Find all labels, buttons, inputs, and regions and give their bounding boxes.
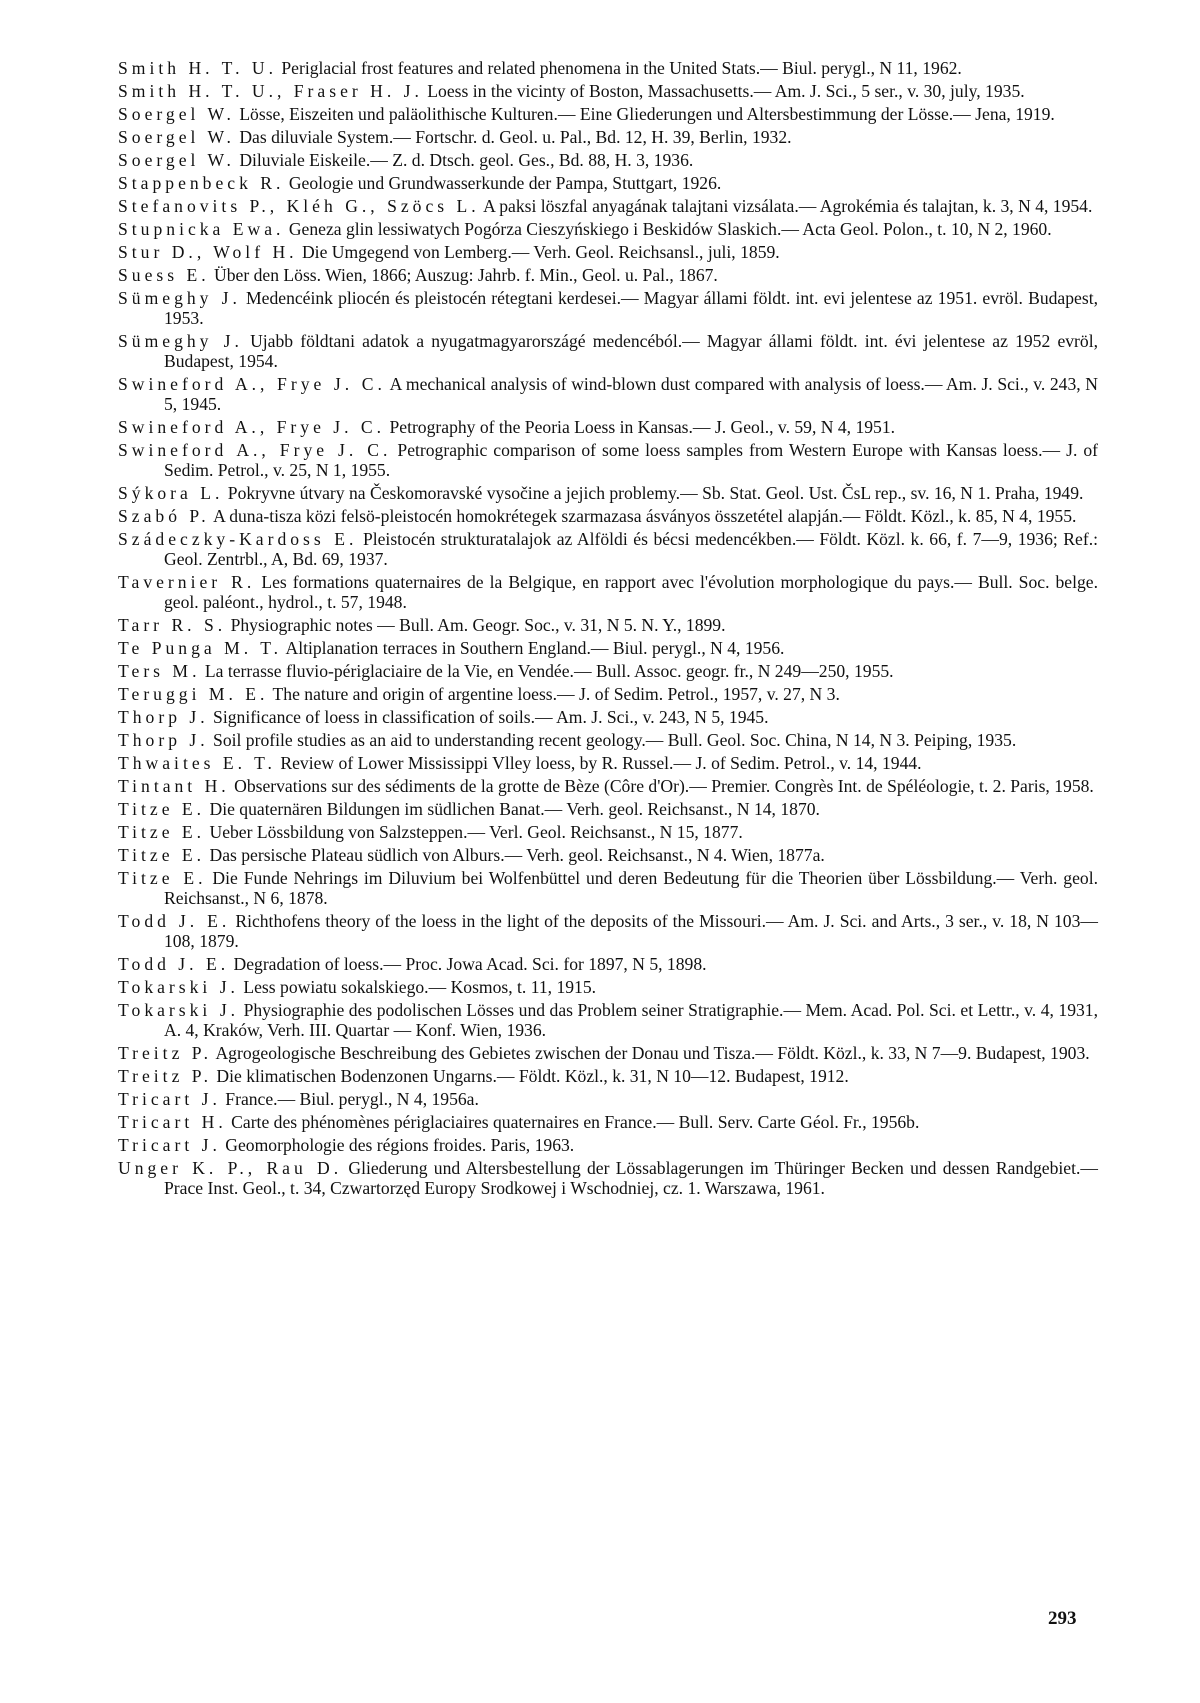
bibliography-entry	[118, 242, 1098, 262]
bibliography-entry	[118, 730, 1098, 750]
entry-text: Ueber Lössbildung von Salzsteppen.— Verl. Geol. Reichsanst., N 15, 1877.	[209, 822, 743, 842]
entry-author: Soergel W.	[118, 104, 235, 124]
entry-author: Treitz P.	[118, 1043, 213, 1063]
bibliography-entry	[118, 954, 1098, 974]
entry-author: Sümeghy J.	[118, 288, 241, 308]
entry-author: Te Punga M. T.	[118, 638, 283, 658]
bibliography-entry	[118, 1066, 1098, 1086]
entry-text: Altiplanation terraces in Southern England.— Biul. perygl., N 4, 1956.	[285, 638, 785, 658]
entry-text: Die klimatischen Bodenzonen Ungarns.— Földt. Közl., k. 31, N 10—12. Budapest, 1912.	[216, 1066, 849, 1086]
bibliography-entry	[118, 638, 1098, 658]
entry-author: Titze E.	[118, 845, 206, 865]
entry-author: Titze E.	[118, 799, 206, 819]
entry-author: Szádeczky-Kardoss E.	[118, 529, 358, 549]
entry-author: Sýkora L.	[118, 483, 224, 503]
entry-text: Pleistocén strukturatalajok az Alföldi és bécsi medencékben.— Földt. Közl. k. 66, f. 7—9, 1936; Ref.: Geol. Zentrbl., A, Bd. 69, 1937.	[164, 529, 1098, 569]
entry-author: Stefanovits P., Kléh G., Szöcs L.	[118, 196, 480, 216]
bibliography-entry	[118, 1135, 1098, 1155]
bibliography-entry	[118, 1158, 1098, 1198]
entry-author: Tarr R. S.	[118, 615, 227, 635]
entry-text: Petrographic comparison of some loess samples from Western Europe with Kansas loess.— J. of Sedim. Petrol., v. 25, N 1, 1955.	[164, 440, 1098, 480]
entry-text: La terrasse fluvio-périglaciaire de la Vie, en Vendée.— Bull. Assoc. geogr. fr., N 249—250, 1955.	[204, 661, 894, 681]
bibliography-entry	[118, 684, 1098, 704]
entry-author: Smith H. T. U., Fraser H. J.	[118, 81, 423, 101]
entry-author: Soergel W.	[118, 150, 235, 170]
bibliography-entry	[118, 127, 1098, 147]
entry-author: Tintant H.	[118, 776, 230, 796]
bibliography-entry	[118, 845, 1098, 865]
bibliography-entry	[118, 1000, 1098, 1040]
entry-author: Tavernier R.	[118, 572, 256, 592]
entry-text: Observations sur des sédiments de la grotte de Bèze (Côre d'Or).— Premier. Congrès Int. de Spéléologie, t. 2. Paris, 1958.	[234, 776, 1094, 796]
bibliography-entry	[118, 196, 1098, 216]
entry-author: Thorp J.	[118, 707, 209, 727]
entry-author: Tricart J.	[118, 1089, 221, 1109]
entry-text: Lösse, Eiszeiten und paläolithische Kulturen.— Eine Gliederungen und Altersbestimmung der Lösse.— Jena, 1919.	[239, 104, 1055, 124]
bibliography-entry	[118, 483, 1098, 503]
entry-text: Physiographie des podolischen Lösses und das Problem seiner Stratigraphie.— Mem. Acad. Pol. Sci. et Lettr., v. 4, 1931, A. 4, Kraków, Verh. III. Quartar — Konf. Wien, 1936.	[164, 1000, 1098, 1040]
entry-author: Tricart J.	[118, 1135, 221, 1155]
entry-text: Gliederung und Altersbestellung der Lössablagerungen im Thüringer Becken und dessen Randgebiet.— Prace Inst. Geol., t. 34, Czwartorzęd Europy Srodkowej i Wschodniej, cz. 1. Warszawa, 1961.	[164, 1158, 1098, 1198]
entry-text: A paksi löszfal anyagának talajtani vizsálata.— Agrokémia és talajtan, k. 3, N 4, 1954.	[483, 196, 1093, 216]
bibliography-entry	[118, 150, 1098, 170]
bibliography-entry	[118, 331, 1098, 371]
entry-text: Richthofens theory of the loess in the light of the deposits of the Missouri.— Am. J. Sci. and Arts., 3 ser., v. 18, N 103—108, 1879.	[164, 911, 1098, 951]
entry-author: Tokarski J.	[118, 977, 239, 997]
entry-text: Diluviale Eiskeile.— Z. d. Dtsch. geol. Ges., Bd. 88, H. 3, 1936.	[239, 150, 694, 170]
entry-text: Physiographic notes — Bull. Am. Geogr. Soc., v. 31, N 5. N. Y., 1899.	[230, 615, 726, 635]
entry-text: Die Funde Nehrings im Diluvium bei Wolfenbüttel und deren Bedeutung für die Theorien über Lössbildung.— Verh. geol. Reichsanst., N 6, 1878.	[164, 868, 1098, 908]
entry-text: Les formations quaternaires de la Belgique, en rapport avec l'évolution morphologique du pays.— Bull. Soc. belge. geol. paléont., hydrol., t. 57, 1948.	[164, 572, 1098, 612]
bibliography-entry	[118, 977, 1098, 997]
entry-text: A duna-tisza közi felsö-pleistocén homokrétegek szarmazasa ásványos összetétel alapján.— Földt. Közl., k. 85, N 4, 1955.	[213, 506, 1077, 526]
bibliography-entry	[118, 822, 1098, 842]
entry-author: Swineford A., Frye J. C.	[118, 440, 392, 460]
entry-author: Stupnicka Ewa.	[118, 219, 285, 239]
entry-text: A mechanical analysis of wind-blown dust compared with analysis of loess.— Am. J. Sci., v. 243, N 5, 1945.	[164, 374, 1098, 414]
entry-text: Less powiatu sokalskiego.— Kosmos, t. 11, 1915.	[243, 977, 597, 997]
bibliography-entry	[118, 58, 1098, 78]
entry-author: Stappenbeck R.	[118, 173, 285, 193]
entry-text: Medencéink pliocén és pleistocén rétegtani kerdesei.— Magyar állami földt. int. evi jelentese az 1951. evröl. Budapest, 1953.	[164, 288, 1098, 328]
bibliography-entry	[118, 440, 1098, 480]
entry-text: Geologie und Grundwasserkunde der Pampa, Stuttgart, 1926.	[288, 173, 722, 193]
entry-text: Carte des phénomènes périglaciaires quaternaires en France.— Bull. Serv. Carte Géol. Fr., 1956b.	[231, 1112, 920, 1132]
entry-text: Petrography of the Peoria Loess in Kansas.— J. Geol., v. 59, N 4, 1951.	[389, 417, 896, 437]
bibliography-entry	[118, 799, 1098, 819]
entry-text: Soil profile studies as an aid to understanding recent geology.— Bull. Geol. Soc. China, N 14, N 3. Peiping, 1935.	[213, 730, 1017, 750]
bibliography-entry	[118, 911, 1098, 951]
bibliography-entry	[118, 288, 1098, 328]
entry-author: Szabó P.	[118, 506, 210, 526]
entry-author: Treitz P.	[118, 1066, 213, 1086]
bibliography-entry	[118, 1112, 1098, 1132]
entry-author: Thwaites E. T.	[118, 753, 276, 773]
entry-author: Tricart H.	[118, 1112, 227, 1132]
bibliography-entry	[118, 104, 1098, 124]
entry-text: Significance of loess in classification of soils.— Am. J. Sci., v. 243, N 5, 1945.	[213, 707, 769, 727]
bibliography-entry	[118, 529, 1098, 569]
entry-author: Ters M.	[118, 661, 201, 681]
entry-author: Titze E.	[118, 822, 206, 842]
bibliography-entry	[118, 615, 1098, 635]
bibliography-entry	[118, 374, 1098, 414]
entry-text: Degradation of loess.— Proc. Jowa Acad. Sci. for 1897, N 5, 1898.	[233, 954, 707, 974]
bibliography-entry	[118, 776, 1098, 796]
entry-text: Das diluviale System.— Fortschr. d. Geol. u. Pal., Bd. 12, H. 39, Berlin, 1932.	[239, 127, 792, 147]
bibliography-entry	[118, 81, 1098, 101]
bibliography-entry	[118, 506, 1098, 526]
entry-text: Über den Löss. Wien, 1866; Auszug: Jahrb. f. Min., Geol. u. Pal., 1867.	[214, 265, 718, 285]
entry-text: Ujabb földtani adatok a nyugatmagyarországé medencéból.— Magyar állami földt. int. évi jelentese az 1952 evröl, Budapest, 1954.	[164, 331, 1098, 371]
entry-text: Periglacial frost features and related phenomena in the United Stats.— Biul. perygl., N 11, 1962.	[281, 58, 962, 78]
entry-author: Swineford A., Frye J. C.	[118, 417, 386, 437]
bibliography	[118, 58, 1098, 1201]
page-number: 293	[1048, 1608, 1077, 1629]
entry-text: Agrogeologische Beschreibung des Gebietes zwischen der Donau und Tisza.— Földt. Közl., k. 33, N 7—9. Budapest, 1903.	[215, 1043, 1090, 1063]
bibliography-entry	[118, 219, 1098, 239]
entry-author: Thorp J.	[118, 730, 209, 750]
bibliography-entry	[118, 868, 1098, 908]
entry-text: Geomorphologie des régions froides. Paris, 1963.	[225, 1135, 575, 1155]
entry-text: Loess in the vicinty of Boston, Massachusetts.— Am. J. Sci., 5 ser., v. 30, july, 1935.	[427, 81, 1025, 101]
bibliography-entry	[118, 753, 1098, 773]
bibliography-entry	[118, 265, 1098, 285]
entry-author: Smith H. T. U.	[118, 58, 277, 78]
entry-text: Pokryvne útvary na Českomoravské vysočine a jejich problemy.— Sb. Stat. Geol. Ust. ČsL rep., sv. 16, N 1. Praha, 1949.	[227, 483, 1084, 503]
entry-author: Todd J. E.	[118, 911, 231, 931]
bibliography-entry	[118, 661, 1098, 681]
entry-author: Suess E.	[118, 265, 210, 285]
entry-author: Unger K. P., Rau D.	[118, 1158, 343, 1178]
entry-author: Stur D., Wolf H.	[118, 242, 298, 262]
bibliography-entry	[118, 1043, 1098, 1063]
entry-author: Soergel W.	[118, 127, 235, 147]
entry-author: Sümeghy J.	[118, 331, 243, 351]
entry-text: The nature and origin of argentine loess.— J. of Sedim. Petrol., 1957, v. 27, N 3.	[272, 684, 840, 704]
entry-author: Teruggi M. E.	[118, 684, 269, 704]
entry-text: Das persische Plateau südlich von Alburs.— Verh. geol. Reichsanst., N 4. Wien, 1877a.	[209, 845, 825, 865]
entry-author: Swineford A., Frye J. C.	[118, 374, 386, 394]
bibliography-entry	[118, 417, 1098, 437]
bibliography-entry	[118, 707, 1098, 727]
entry-text: Die Umgegend von Lemberg.— Verh. Geol. Reichsansl., juli, 1859.	[301, 242, 780, 262]
entry-author: Todd J. E.	[118, 954, 230, 974]
entry-text: Geneza glin lessiwatych Pogórza Cieszyńskiego i Beskidów Slaskich.— Acta Geol. Polon., t. 10, N 2, 1960.	[288, 219, 1052, 239]
bibliography-entry	[118, 572, 1098, 612]
entry-text: France.— Biul. perygl., N 4, 1956a.	[225, 1089, 479, 1109]
bibliography-entry	[118, 1089, 1098, 1109]
bibliography-entry	[118, 173, 1098, 193]
entry-author: Tokarski J.	[118, 1000, 240, 1020]
entry-text: Review of Lower Mississippi Vlley loess, by R. Russel.— J. of Sedim. Petrol., v. 14, 1944.	[280, 753, 922, 773]
entry-text: Die quaternären Bildungen im südlichen Banat.— Verh. geol. Reichsanst., N 14, 1870.	[209, 799, 820, 819]
entry-author: Titze E.	[118, 868, 207, 888]
